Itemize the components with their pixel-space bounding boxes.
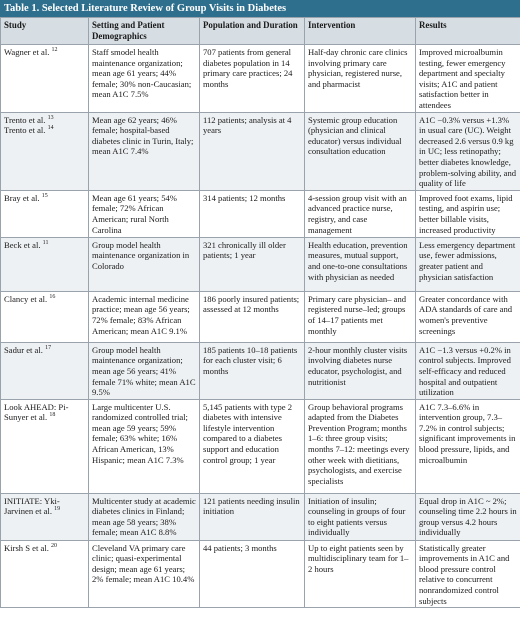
table-row [1, 112, 520, 190]
cell-population: 185 patients 10–18 patients for each cluster visit; 6 months [200, 342, 305, 399]
table-body [1, 45, 520, 608]
study-name: INITIATE: Yki-Jarvinen et al. [4, 495, 60, 517]
cell-study [1, 399, 89, 493]
study-reference: 13 [47, 114, 54, 121]
cell-setting: Group model health maintenance organization in Colorado [89, 237, 200, 291]
study-reference: 11 [42, 239, 49, 246]
cell-population: 321 chronically ill older patients; 1 year [200, 237, 305, 291]
study-citation [4, 125, 85, 136]
study-citation [4, 294, 85, 305]
header-row [1, 18, 520, 45]
table-row [1, 540, 520, 608]
cell-population: 186 poorly insured patients; assessed at 12 months [200, 291, 305, 342]
cell-population: 112 patients; analysis at 4 years [200, 112, 305, 190]
cell-intervention: 4-session group visit with an advanced practice nurse, registry, and case management [305, 190, 416, 237]
study-name: Kirsh S et al. [4, 542, 49, 553]
cell-study [1, 540, 89, 608]
header-population: Population and Duration [200, 18, 305, 45]
table-row [1, 45, 520, 113]
cell-study [1, 45, 89, 113]
cell-results: Statistically greater improvements in A1C and blood pressure control relative to concurrent nonrandomized control subjects [416, 540, 520, 608]
cell-population: 121 patients needing insulin initiation [200, 493, 305, 540]
cell-results: Improved foot exams, lipid testing, and aspirin use; better billable visits, increased productivity [416, 190, 520, 237]
cell-intervention: Health education, prevention measures, mutual support, and one-to-one consultations with physician as needed [305, 237, 416, 291]
cell-intervention: Initiation of insulin; counseling in groups of four to eight patients versus individually [305, 493, 416, 540]
cell-results: Equal drop in A1C ~ 2%; counseling time 2.2 hours in group versus 4.2 hours individually [416, 493, 520, 540]
study-reference: 16 [49, 293, 56, 300]
study-reference: 18 [49, 412, 56, 419]
cell-setting: Large multicenter U.S. randomized controlled trial; mean age 59 years; 59% female; 63% white; 16% African American, 13% Hispanic; mean A1C 7.3% [89, 399, 200, 493]
cell-intervention: Group behavioral programs adapted from the Diabetes Prevention Program; months 1–6: three group visits; months 7–12: meetings every other week with dietitians, psychologists, and exercise specialists [305, 399, 416, 493]
study-citation [4, 193, 85, 204]
cell-population: 707 patients from general diabetes population in 14 primary care practices; 24 months [200, 45, 305, 113]
study-name: Trento et al. [4, 114, 46, 125]
cell-study [1, 112, 89, 190]
table-row [1, 493, 520, 540]
study-name: Clancy et al. [4, 293, 48, 304]
cell-results: Less emergency department use, fewer admissions, greater patient and physician satisfaction [416, 237, 520, 291]
cell-intervention: Up to eight patients seen by multidisciplinary team for 1–2 hours [305, 540, 416, 608]
table-row [1, 399, 520, 493]
cell-intervention: Half-day chronic care clinics involving primary care physician, registered nurse, and pharmacist [305, 45, 416, 113]
cell-setting: Staff smodel health maintenance organization; mean age 61 years; 44% female; 30% non-Caucasian; mean A1C 7.5% [89, 45, 200, 113]
header-study: Study [1, 18, 89, 45]
header-results: Results [416, 18, 520, 45]
cell-setting: Cleveland VA primary care clinic; quasi-experimental design; mean age 61 years; 2% female; mean A1C 10.4% [89, 540, 200, 608]
cell-study [1, 342, 89, 399]
cell-intervention: Primary care physician– and registered nurse–led; groups of 14–17 patients met monthly [305, 291, 416, 342]
cell-results: A1C −0.3% versus +1.3% in usual care (UC). Weight decreased 2.6 versus 0.9 kg in UC; less retinopathy; better diabetes knowledge, problem-solving ability, and quality of life [416, 112, 520, 190]
cell-results: Greater concordance with ADA standards of care and women's preventive screenings [416, 291, 520, 342]
cell-intervention: Systemic group education (physician and clinical educator) versus individual consultation education [305, 112, 416, 190]
table-row [1, 190, 520, 237]
cell-results: Improved microalbumin testing, fewer emergency department and specialty visits; A1C and patient satisfaction better in attendees [416, 45, 520, 113]
cell-study [1, 237, 89, 291]
header-intervention: Intervention [305, 18, 416, 45]
table-title: Table 1. Selected Literature Review of Group Visits in Diabetes [0, 0, 520, 17]
study-citation [4, 240, 85, 251]
cell-setting: Multicenter study at academic diabetes clinics in Finland; mean age 58 years; 38% female; mean A1C 8.8% [89, 493, 200, 540]
cell-population: 44 patients; 3 months [200, 540, 305, 608]
cell-results: A1C 7.3–6.6% in intervention group, 7.3–7.2% in control subjects; significant improvements in blood pressure, lipids, and microalbumin [416, 399, 520, 493]
study-name: Trento et al. [4, 125, 46, 136]
cell-study [1, 493, 89, 540]
header-setting: Setting and Patient Demographics [89, 18, 200, 45]
literature-review-table [0, 17, 520, 608]
study-citation [4, 496, 85, 517]
study-name: Wagner et al. [4, 47, 50, 57]
study-name: Bray et al. [4, 192, 40, 203]
study-citation [4, 402, 85, 423]
study-name: Sadur et al. [4, 344, 43, 355]
cell-population: 5,145 patients with type 2 diabetes with intensive lifestyle intervention compared to a diabetes support and education control group; 1 year [200, 399, 305, 493]
study-citation [4, 345, 85, 356]
cell-setting: Group model health maintenance organization; mean age 56 years; 41% female 71% white; mean A1C 9.5% [89, 342, 200, 399]
cell-setting: Mean age 61 years; 54% female; 72% African American; rural North Carolina [89, 190, 200, 237]
cell-results: A1C −1.3 versus +0.2% in control subjects. Improved self-efficacy and reduced hospital and outpatient utilization [416, 342, 520, 399]
study-reference: 12 [51, 47, 58, 54]
study-reference: 17 [45, 344, 52, 351]
table-row [1, 342, 520, 399]
cell-intervention: 2-hour monthly cluster visits involving diabetes nurse educator, psychologist, and nutritionist [305, 342, 416, 399]
cell-setting: Mean age 62 years; 46% female; hospital-based diabetes clinic in Turin, Italy; mean A1C 7.4% [89, 112, 200, 190]
cell-study [1, 291, 89, 342]
study-citation [4, 47, 85, 58]
study-reference: 20 [51, 542, 58, 549]
study-reference: 19 [54, 506, 61, 513]
table-row [1, 291, 520, 342]
cell-population: 314 patients; 12 months [200, 190, 305, 237]
study-citation [4, 543, 85, 554]
cell-setting: Academic internal medicine practice; mean age 56 years; 72% female; 83% African American; mean A1C 9.1% [89, 291, 200, 342]
cell-study [1, 190, 89, 237]
study-reference: 15 [41, 192, 48, 199]
study-reference: 14 [47, 125, 54, 132]
study-name: Beck et al. [4, 239, 41, 250]
study-name: Look AHEAD: Pi-Sunyer et al. [4, 401, 69, 423]
study-citation [4, 115, 85, 126]
table-row [1, 237, 520, 291]
